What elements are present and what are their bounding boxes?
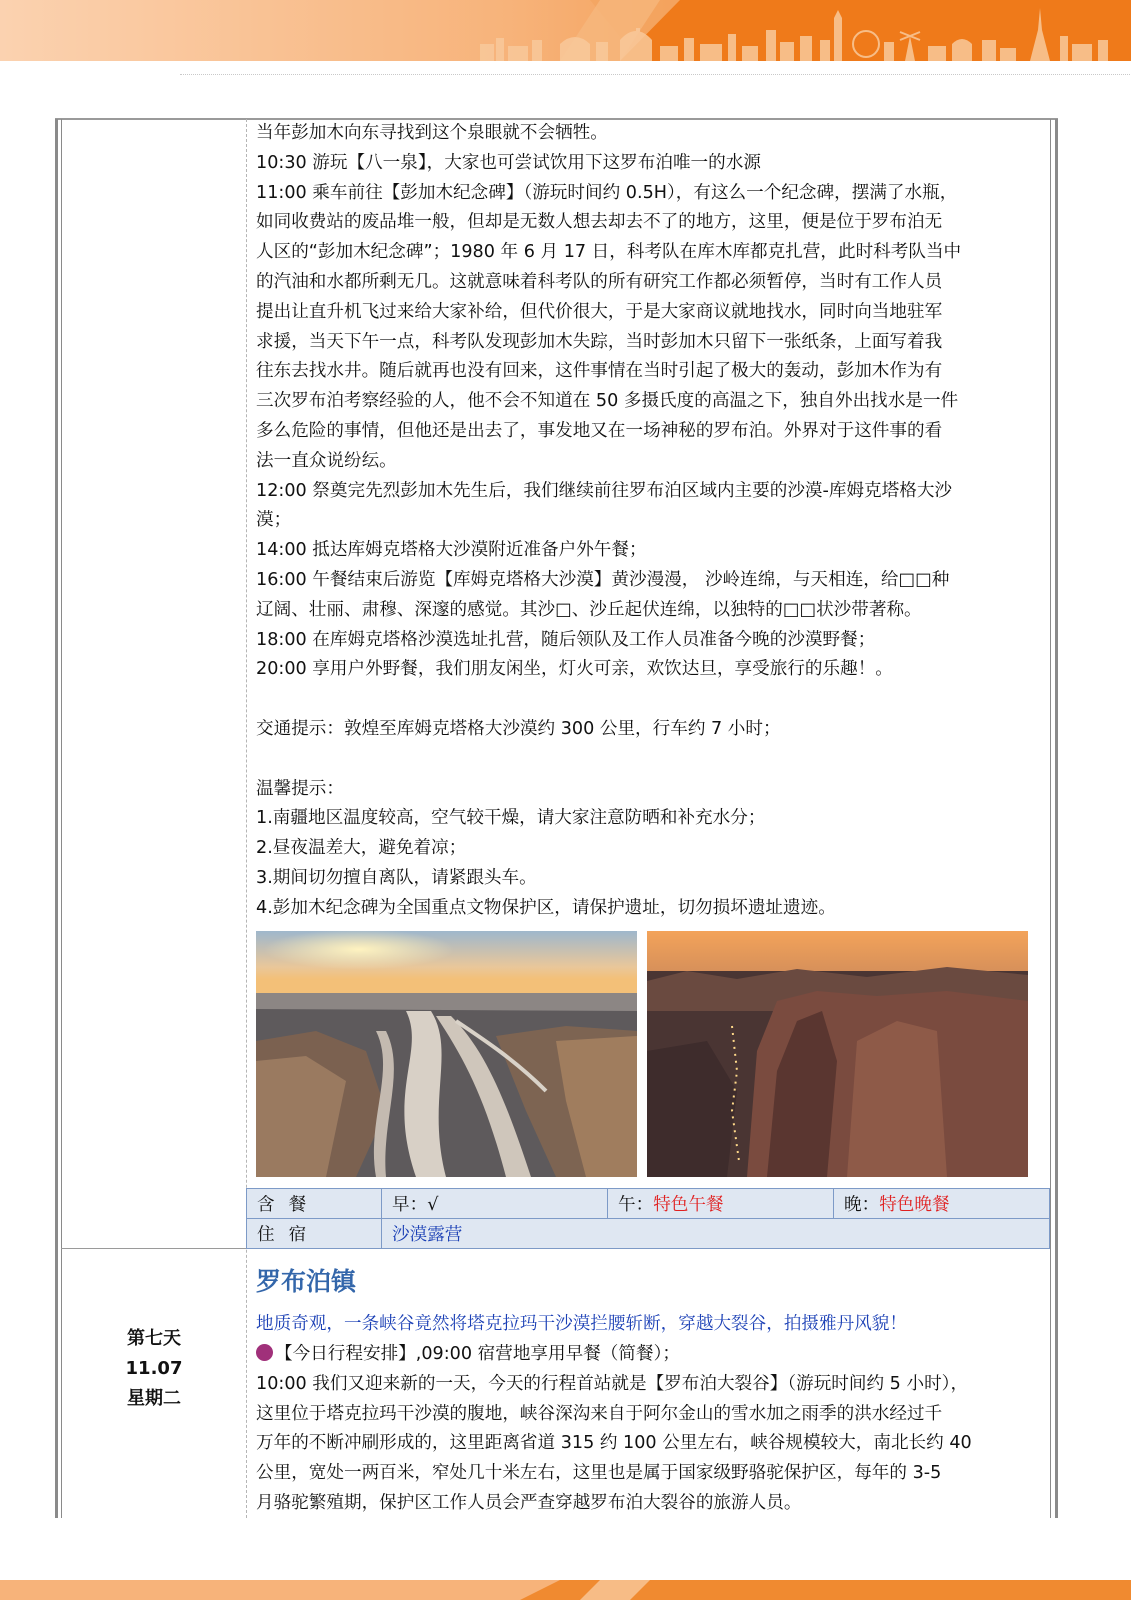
warm-tip-item: 1.南疆地区温度较高，空气较干燥，请大家注意防晒和补充水分； (256, 808, 766, 829)
day7-label (62, 1324, 246, 1414)
table-border-right-inner (1050, 119, 1051, 1518)
table-border-left (55, 119, 58, 1518)
warm-tip-item: 4.彭加木纪念碑为全国重点文物保护区，请保护遗址，切勿损坏遗址遗迹。 (256, 897, 836, 918)
breakfast-value: √ (427, 1195, 439, 1215)
itinerary-line: 人区的“彭加木纪念碑”；1980 年 6 月 17 日，科考队在库木库都克扎营，此时科考队当中 (256, 242, 962, 263)
breakfast-prefix: 早： (392, 1195, 428, 1215)
lunch-value: 特色午餐 (653, 1195, 724, 1215)
bullet-dot-icon (256, 1344, 273, 1361)
itinerary-line: 三次罗布泊考察经验的人，他不会不知道在 50 多摄氏度的高温之下，独自外出找水是一件 (256, 391, 959, 412)
warm-tips-title: 温馨提示： (256, 778, 344, 799)
table-border-left-inner (61, 119, 62, 1518)
itinerary-line: 公里，宽处一两百米，窄处几十米左右，这里也是属于国家级野骆驼保护区，每年的 3-5 (256, 1463, 942, 1484)
warm-tip-item: 3.期间切勿擅自离队，请紧跟头车。 (256, 867, 537, 888)
itinerary-line: 10:00 我们又迎来新的一天，今天的行程首站就是【罗布泊大裂谷】（游玩时间约 5 小时）， (256, 1373, 969, 1394)
lunch-cell (608, 1189, 834, 1219)
itinerary-line: 14:00 抵达库姆克塔格大沙漠附近准备户外午餐； (256, 540, 647, 561)
skyline-banner-graphic (0, 0, 1131, 61)
day-weekday: 星期二 (127, 1388, 181, 1409)
itinerary-line: 这里位于塔克拉玛干沙漠的腹地，峡谷深沟来自于阿尔金山的雪水加之雨季的洪水经过千 (256, 1403, 943, 1424)
destination-title: 罗布泊镇 (256, 1267, 357, 1296)
dinner-cell (834, 1189, 1050, 1219)
itinerary-line: 18:00 在库姆克塔格沙漠选址扎营，随后领队及工作人员准备今晚的沙漠野餐； (256, 629, 876, 650)
itinerary-line: 漠； (256, 510, 292, 531)
itinerary-line: 11:00 乘车前往【彭加木纪念碑】（游玩时间约 0.5H），有这么一个纪念碑，摆满了水瓶， (256, 182, 958, 203)
dinner-value: 特色晚餐 (879, 1195, 950, 1215)
itinerary-line: 当年彭加木向东寻找到这个泉眼就不会牺牲。 (256, 123, 608, 143)
warm-tip-item: 2.昼夜温差大，避免着凉； (256, 838, 467, 859)
day7-itinerary (256, 1340, 1046, 1519)
itinerary-line: 多么危险的事情，但他还是出去了，事发地又在一场神秘的罗布泊。外界对于这件事的看 (256, 420, 943, 441)
header-dotted-rule (180, 74, 1130, 75)
lodging-row (247, 1219, 1050, 1249)
itinerary-line: 12:00 祭奠完先烈彭加木先生后，我们继续前往罗布泊区域内主要的沙漠-库姆克塔格大沙 (256, 480, 953, 501)
canyon-night-photo (647, 931, 1028, 1177)
day6-itinerary (256, 119, 1046, 924)
itinerary-line: 10:30 游玩【八一泉】，大家也可尝试饮用下这罗布泊唯一的水源 (256, 152, 761, 173)
dinner-prefix: 晚： (844, 1195, 880, 1215)
table-border-right (1055, 119, 1058, 1518)
table-column-divider (246, 119, 247, 1518)
itinerary-line: 万年的不断冲刷形成的，这里距离省道 315 约 100 公里左右，峡谷规模较大，南北长约 40 (256, 1433, 972, 1454)
itinerary-line: 提出让直升机飞过来给大家补给，但代价很大，于是大家商议就地找水，同时向当地驻军 (256, 301, 943, 322)
itinerary-line: 20:00 享用户外野餐，我们朋友闲坐，灯火可亲，欢饮达旦，享受旅行的乐趣！。 (256, 659, 893, 680)
day-date: 11.07 (125, 1358, 183, 1379)
lodging-label: 住宿 (247, 1219, 382, 1249)
itinerary-line: 月骆驼繁殖期，保护区工作人员会严查穿越罗布泊大裂谷的旅游人员。 (256, 1492, 802, 1513)
breakfast-cell (382, 1189, 608, 1219)
meals-row (247, 1189, 1050, 1219)
meals-label: 含餐 (247, 1189, 382, 1219)
schedule-intro: 【今日行程安排】,09:00 宿营地享用早餐（简餐）； (275, 1344, 680, 1364)
itinerary-line: 法一直众说纷纭。 (256, 450, 397, 471)
itinerary-line: 往东去找水井。随后就再也没有回来，这件事情在当时引起了极大的轰动，彭加木作为有 (256, 361, 943, 382)
header-banner (0, 0, 1131, 61)
desert-canyon-sunrise-photo (256, 931, 637, 1177)
itinerary-line: 16:00 午餐结束后游览【库姆克塔格大沙漠】黄沙漫漫， 沙岭连绵，与天相连，给□□种 (256, 569, 950, 590)
itinerary-line: 如同收费站的废品堆一般，但却是无数人想去却去不了的地方，这里，便是位于罗布泊无 (256, 212, 943, 233)
footer-banner (0, 1580, 1131, 1600)
lodging-value: 沙漠露营 (382, 1219, 1050, 1249)
itinerary-line: 辽阔、壮丽、肃穆、深邃的感觉。其沙□、沙丘起伏连绵，以独特的□□状沙带著称。 (256, 599, 922, 620)
day-name: 第七天 (127, 1328, 181, 1349)
itinerary-line: 的汽油和水都所剩无几。这就意味着科考队的所有研究工作都必须暂停，当时有工作人员 (256, 271, 943, 292)
schedule-intro-line (256, 1340, 1046, 1370)
traffic-tip: 交通提示：敦煌至库姆克塔格大沙漠约 300 公里，行车约 7 小时； (256, 718, 781, 739)
itinerary-line: 求援，当天下午一点，科考队发现彭加木失踪，当时彭加木只留下一张纸条，上面写着我 (256, 331, 943, 352)
day-subtitle: 地质奇观，一条峡谷竟然将塔克拉玛干沙漠拦腰斩断，穿越大裂谷，拍摄雅丹风貌！ (256, 1314, 907, 1334)
meals-lodging-table (246, 1188, 1050, 1249)
lunch-prefix: 午： (618, 1195, 654, 1215)
